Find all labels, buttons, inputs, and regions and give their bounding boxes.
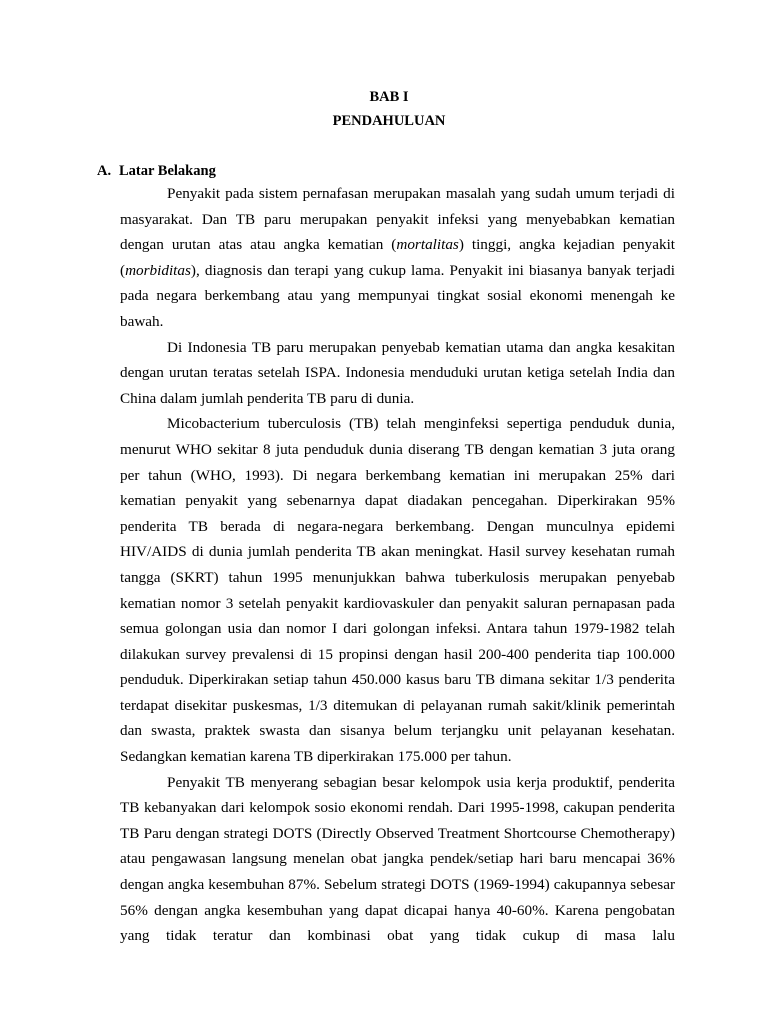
chapter-title: PENDAHULUAN xyxy=(332,113,446,129)
paragraph xyxy=(120,181,675,335)
chapter-number: BAB I xyxy=(369,89,409,105)
section-number: A. xyxy=(97,163,112,179)
text-run: Penyakit TB menyerang sebagian besar kelompok usia kerja produktif, penderita TB kebanyakan dari kelompok sosio ekonomi rendah. Dari 1995-1998, cakupan penderita TB Paru dengan strategi DOTS (Directly Observed Treatment Shortcourse Chemotherapy) atau pengawasan langsung menelan obat jangka pendek/setiap hari baru mencapai 36% dengan angka kesembuhan 87%. Sebelum strategi DOTS (1969-1994) cakupannya sebesar 56% dengan angka kesembuhan yang dapat dicapai hanya 40-60%. Karena pengobatan yang tidak teratur dan kombinasi obat yang tidak cukup di masa lalu xyxy=(120,773,675,945)
italic-term: morbiditas xyxy=(125,261,191,279)
section-heading xyxy=(97,162,216,180)
paragraph xyxy=(120,411,675,769)
text-run: Penyakit pada sistem pernafasan merupakan masalah yang sudah umum terjadi di masyarakat. Dan TB paru merupakan penyakit infeksi yang menyebabkan kematian dengan urutan atas atau angka kematian ( xyxy=(120,185,675,254)
text-run: ), diagnosis dan terapi yang cukup lama. Penyakit ini biasanya banyak terjadi pada negara berkembang atau yang mempunyai tingkat sosial ekonomi menengah ke bawah. xyxy=(120,261,675,330)
paragraph xyxy=(120,335,675,412)
text-run: ) tinggi, angka kejadian penyakit ( xyxy=(120,236,676,279)
text-run: Micobacterium tuberculosis (TB) telah menginfeksi sepertiga penduduk dunia, menurut WHO sekitar 8 juta penduduk dunia diserang TB dengan kematian 3 juta orang per tahun (WHO, 1993). Di negara berkembang kematian ini merupakan 25% dari kematian penyakit yang sebenarnya dapat diadakan pencegahan. Diperkirakan 95% penderita TB berada di negara-negara berkembang. Dengan munculnya epidemi HIV/AIDS di dunia jumlah penderita TB akan meningkat. Hasil survey kesehatan rumah tangga (SKRT) tahun 1995 menunjukkan bahwa tuberkulosis merupakan penyebab kematian nomor 3 setelah penyakit kardiovaskuler dan penyakit saluran pernapasan pada semua golongan usia dan nomor I dari golongan infeksi. Antara tahun 1979-1982 telah dilakukan survey prevalensi di 15 propinsi dengan hasil 200-400 penderita tiap 100.000 penduduk. Diperkirakan setiap tahun 450.000 kasus baru TB dimana sekitar 1/3 penderita terdapat disekitar puskesmas, 1/3 ditemukan di pelayanan rumah sakit/klinik pemerintah dan swasta, praktek swasta dan sisanya belum terjangku unit pelayanan kesehatan. Sedangkan kematian karena TB diperkirakan 175.000 per tahun. xyxy=(120,415,675,766)
text-run: Di Indonesia TB paru merupakan penyebab kematian utama dan angka kesakitan dengan urutan teratas setelah ISPA. Indonesia menduduki urutan ketiga setelah India dan China dalam jumlah penderita TB paru di dunia. xyxy=(120,338,675,407)
italic-term: mortalitas xyxy=(396,236,459,254)
section-title: Latar Belakang xyxy=(119,163,216,179)
paragraph xyxy=(120,770,675,949)
body-text xyxy=(120,181,675,949)
